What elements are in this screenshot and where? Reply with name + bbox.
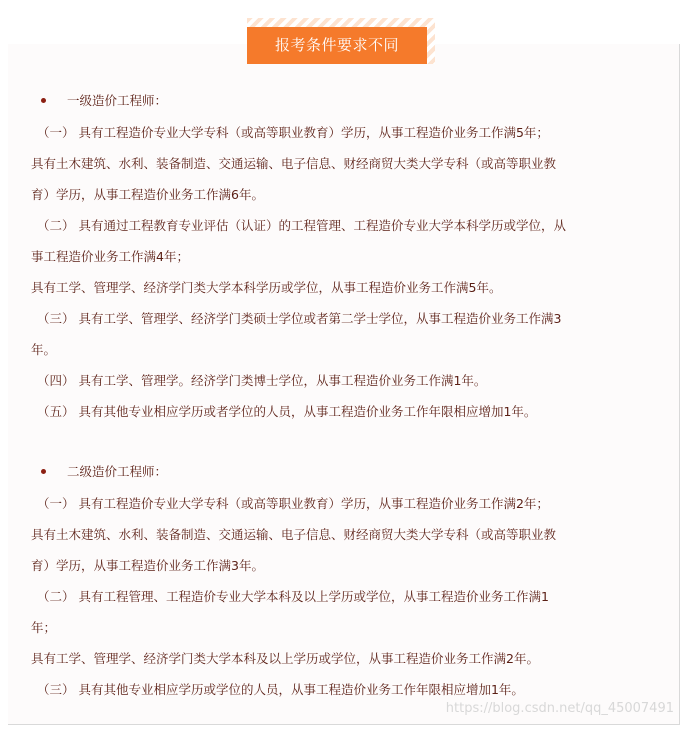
bullet-icon <box>41 98 46 103</box>
requirement-line: （二） 具有工程管理、工程造价专业大学本科及以上学历或学位，从事工程造价业务工作满1 <box>37 589 549 604</box>
requirement-line: 具有工学、管理学、经济学门类大学本科及以上学历或学位，从事工程造价业务工作满2年。 <box>31 651 539 666</box>
requirement-line: （二） 具有通过工程教育专业评估（认证）的工程管理、工程造价专业大学本科学历或学位，从 <box>37 218 566 233</box>
requirement-line: （一） 具有工程造价专业大学专科（或高等职业教育）学历，从事工程造价业务工作满5年； <box>37 125 549 140</box>
requirement-line: 年。 <box>31 342 57 357</box>
requirement-line: （五） 具有其他专业相应学历或者学位的人员，从事工程造价业务工作年限相应增加1年。 <box>37 404 537 419</box>
requirement-line: 事工程造价业务工作满4年； <box>31 249 189 264</box>
requirement-line: 育）学历，从事工程造价业务工作满6年。 <box>31 187 264 202</box>
bullet-icon <box>41 469 46 474</box>
section-heading-second-level: 二级造价工程师： <box>41 464 167 480</box>
section-title: 报考条件要求不同 <box>247 27 427 64</box>
requirement-line: 具有工学、管理学、经济学门类大学本科学历或学位，从事工程造价业务工作满5年。 <box>31 280 502 295</box>
requirement-line: 具有土木建筑、水利、装备制造、交通运输、电子信息、财经商贸大类大学专科（或高等职业教 <box>31 527 557 542</box>
requirement-line: 具有土木建筑、水利、装备制造、交通运输、电子信息、财经商贸大类大学专科（或高等职业教 <box>31 156 557 171</box>
requirement-line: （三） 具有其他专业相应学历或学位的人员，从事工程造价业务工作年限相应增加1年。 <box>37 682 524 697</box>
section-heading-first-level: 一级造价工程师： <box>41 93 167 109</box>
requirement-line: 育）学历，从事工程造价业务工作满3年。 <box>31 558 264 573</box>
watermark: https://blog.csdn.net/qq_45007491 <box>445 701 674 716</box>
requirement-line: （三） 具有工学、管理学、经济学门类硕士学位或者第二学士学位，从事工程造价业务工作满3 <box>37 311 562 326</box>
requirement-line: （一） 具有工程造价专业大学专科（或高等职业教育）学历，从事工程造价业务工作满2年； <box>37 496 549 511</box>
requirement-line: （四） 具有工学、管理学。经济学门类博士学位，从事工程造价业务工作满1年。 <box>37 373 487 388</box>
requirement-line: 年； <box>31 620 57 635</box>
